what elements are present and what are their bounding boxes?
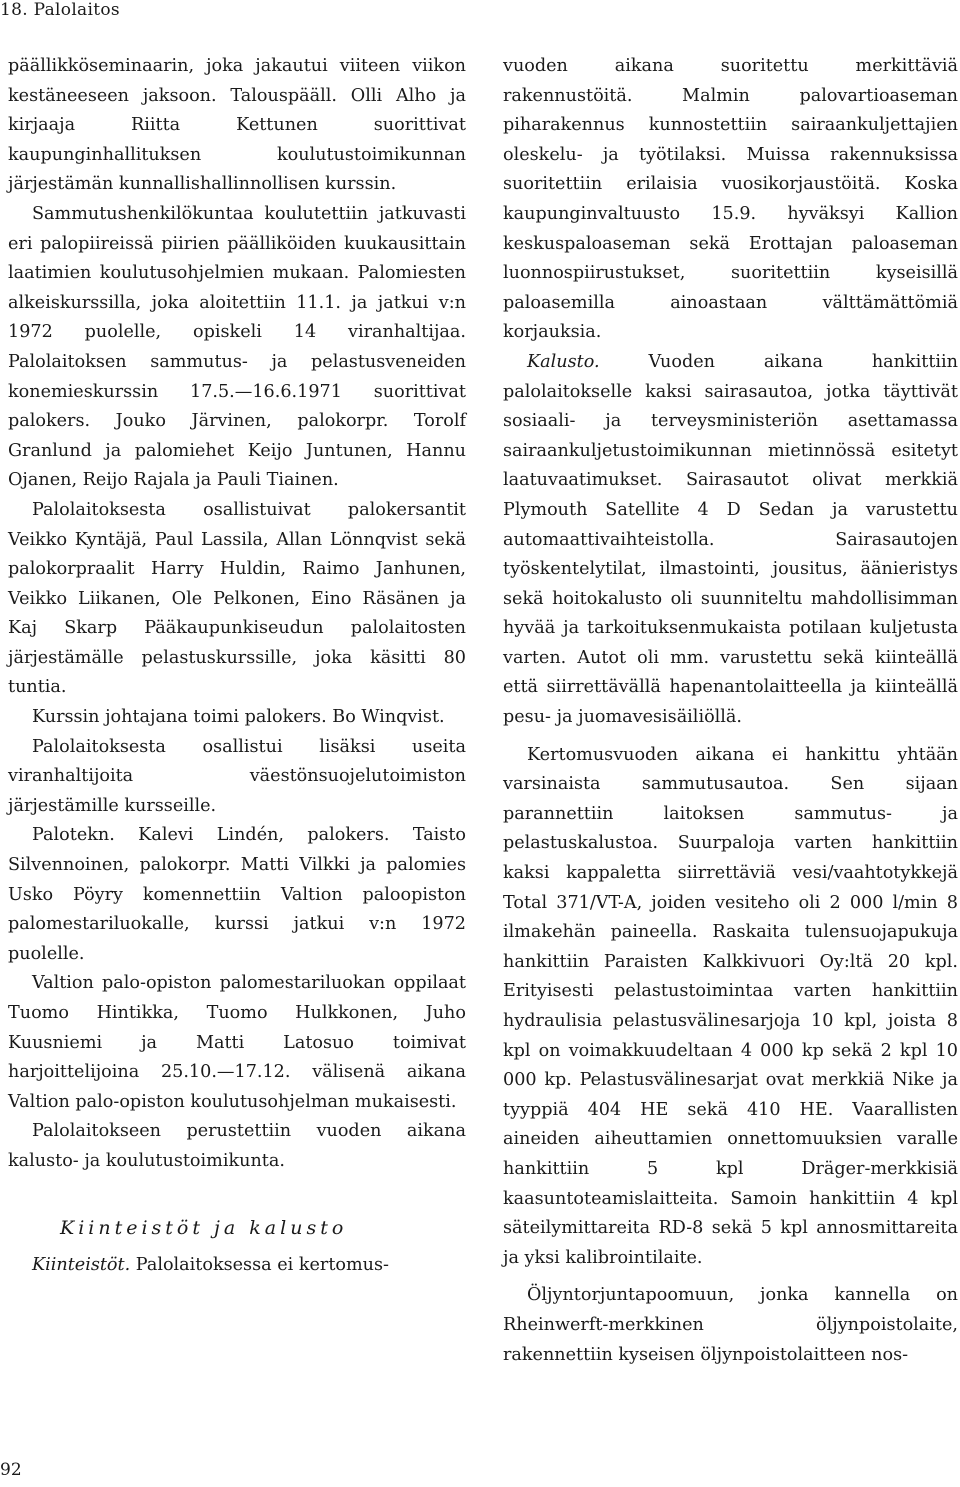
paragraph: Palolaitoksesta osallistuivat palokersantit Veikko Kyntäjä, Paul Lassila, Allan Lönnqvist sekä palokorpraalit Harry Huldin, Raimo Janhunen, Veikko Liikanen, Ole Pelkonen, Eino Räsänen ja Kaj Skarp Pääkaupunkiseudun palolaitosten järjestämälle pelastuskurssille, joka käsitti 80 tuntia. (8, 499, 466, 698)
paragraph: Palolaitoksesta osallistui lisäksi useita viranhaltijoita väestönsuojelutoimiston järjestämille kursseille. (8, 736, 466, 816)
running-header: 18. Palolaitos (0, 0, 120, 20)
right-column (503, 52, 958, 1370)
paragraph-label: Kalusto. (527, 351, 600, 372)
paragraph: Sammutushenkilökuntaa koulutettiin jatkuvasti eri palopiireissä piirien päälliköiden kuukausittain laatimien koulutusohjelmien mukaan. Palomiesten alkeiskurssilla, joka aloitettiin 11.1. ja jatkui v:n 1972 puolelle, opiskeli 14 viranhaltijaa. Palolaitoksen sammutus- ja pelastusveneiden konemieskurssin 17.5.—16.6.1971 suorittivat palokers. Jouko Järvinen, palokorpr. Torolf Granlund ja palomiehet Keijo Juntunen, Hannu Ojanen, Reijo Rajala ja Pauli Tiainen. (8, 203, 466, 491)
page-number: 92 (0, 1460, 22, 1480)
left-column (8, 52, 466, 1280)
paragraph: Kurssin johtajana toimi palokers. Bo Winqvist. (32, 707, 445, 728)
paragraph (8, 1251, 466, 1281)
paragraph-label: Kiinteistöt. (32, 1254, 131, 1275)
paragraph: päällikköseminaarin, joka jakautui viiteen viikon kestäneeseen jaksoon. Talouspääll. Olli Alho ja kirjaaja Riitta Kettunen suorittivat kaupunginhallituksen koulutustoimikunnan järjestämän kunnallishallinnollisen kurssin. (8, 56, 466, 195)
paragraph: Öljyntorjuntapoomuun, jonka kannella on Rheinwerft-merkkinen öljynpoistolaite, rakennettiin kyseisen öljynpoistolaitteen nos- (503, 1285, 958, 1365)
paragraph: Palotekn. Kalevi Lindén, palokers. Taisto Silvennoinen, palokorpr. Matti Vilkki ja palomies Usko Pöyry komennettiin Valtion paloopiston palomestariluokalle, kurssi jatkui v:n 1972 puolelle. (8, 825, 466, 964)
paragraph-text: Vuoden aikana hankittiin palolaitokselle kaksi sairasautoa, jotka täyttivät sosiaali- ja terveysministeriön asettamassa sairaankuljetustoimikunnan mietinnössä esitetyt laatuvaatimukset. Sairasautot olivat merkkiä Plymouth Satellite 4 D Sedan ja varustettu automaattivaihteistolla. Sairasautojen työskentelytilat, ilmastointi, jousitus, äänieristys sekä hoitokalusto oli suunniteltu mahdollisimman hyvää ja tarkoituksenmukaista potilaan kuljetusta varten. Autot oli mm. varustettu sekä kiinteällä että siirrettävällä hapenantolaitteella ja kiinteällä pesu- ja juomavesisäiliöllä. (503, 351, 958, 728)
paragraph (503, 348, 958, 733)
paragraph: Palolaitokseen perustettiin vuoden aikana kalusto- ja koulutustoimikunta. (8, 1121, 466, 1171)
section-heading: Kiinteistöt ja kalusto (60, 1216, 348, 1239)
paragraph: Kertomusvuoden aikana ei hankittu yhtään varsinaista sammutusautoa. Sen sijaan parannettiin laitoksen sammutus- ja pelastuskalustoa. Suurpaloja varten hankittiin kaksi kappaletta siirrettäviä vesi/vaahtotykkejä Total 371/VT-A, joiden vesiteho oli 2 000 l/min 8 ilmakehän paineella. Raskaita tulensuojapukuja hankittiin Paraisten Kalkkivuori Oy:ltä 20 kpl. Erityisesti pelastustoimintaa varten hankittiin hydraulisia pelastusvälinesarjoja 10 kpl, joista 8 kpl on voimakkuudeltaan 4 000 kp sekä 2 kpl 10 000 kp. Pelastusvälinesarjat ovat merkkiä Nike ja tyyppiä 404 HE sekä 410 HE. Vaarallisten aineiden aiheuttamien onnettomuuksien varalle hankittiin 5 kpl Dräger-merkkisiä kaasuntoteamislaitteita. Samoin hankittiin 4 kpl säteilymittareita RD-8 sekä 5 kpl annosmittareita ja yksi kalibrointilaite. (503, 744, 958, 1268)
paragraph-text: Palolaitoksessa ei kertomus- (130, 1254, 389, 1275)
paragraph: Valtion palo-opiston palomestariluokan oppilaat Tuomo Hintikka, Tuomo Hulkkonen, Juho Kuusniemi ja Matti Latosuo toimivat harjoittelijoina 25.10.—17.12. välisenä aikana Valtion palo-opiston koulutusohjelman mukaisesti. (8, 973, 466, 1112)
paragraph: vuoden aikana suoritettu merkittäviä rakennustöitä. Malmin palovartioaseman piharakennus kunnostettiin sairaankuljettajien oleskelu- ja työtilaksi. Muissa rakennuksissa suoritettiin erilaisia vuosikorjaustöitä. Koska kaupunginvaltuusto 15.9. hyväksyi Kallion keskuspaloaseman sekä Erottajan paloaseman luonnospiirustukset, suoritettiin kyseisillä paloasemilla ainoastaan välttämättömiä korjauksia. (503, 56, 958, 343)
